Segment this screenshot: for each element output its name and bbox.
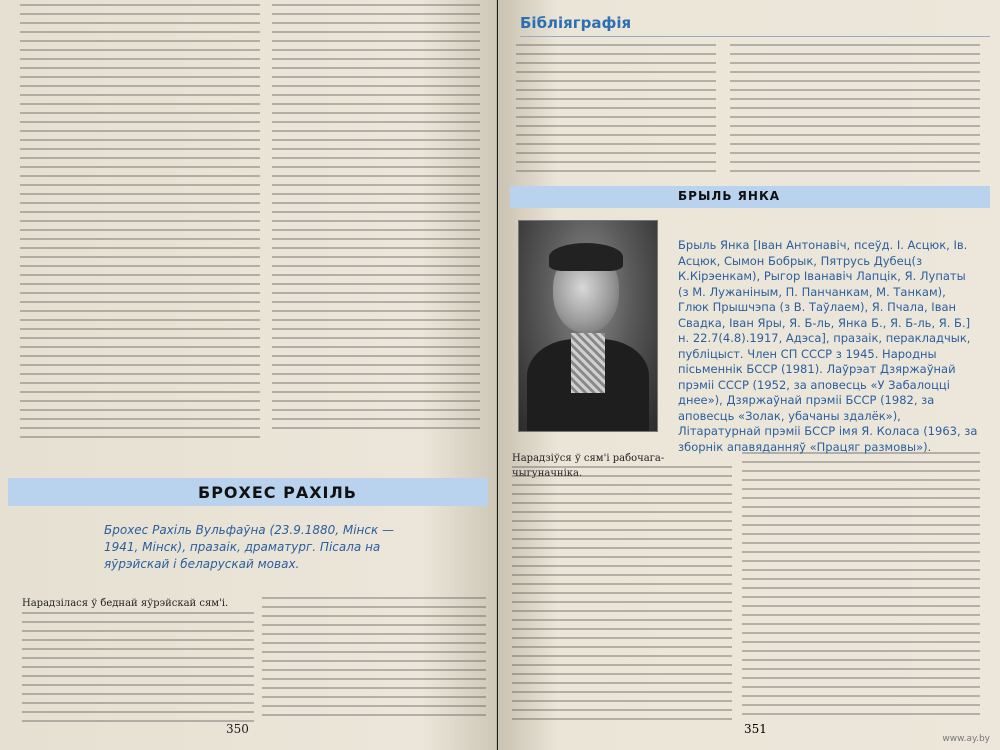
watermark: www.ay.by bbox=[942, 734, 990, 744]
bibliography-text-block bbox=[730, 44, 980, 174]
left-page bbox=[0, 0, 497, 750]
body-first-line: Нарадзілася ў беднай яўрэйскай сям'і. bbox=[22, 598, 229, 609]
header-section-title: Бібліяграфія bbox=[520, 14, 632, 32]
body-first-line: Нарадзіўся ў сям'і рабочага-чыгуначніка. bbox=[512, 453, 665, 479]
bibliography-text-block bbox=[272, 4, 480, 434]
body-text-block bbox=[512, 466, 732, 722]
bibliography-text-block bbox=[516, 44, 716, 174]
bibliography-text-block bbox=[20, 4, 260, 444]
section-banner bbox=[8, 478, 488, 506]
page-number: 350 bbox=[226, 722, 249, 736]
body-text-block bbox=[742, 452, 980, 722]
author-bio: Брыль Янка [Іван Антонавіч, псеўд. І. Асцюк, Ів. Асцюк, Сымон Бобрык, Пятрусь Дубец(з К.Кірэенкам), Рыгор Іванавіч Лапцік, Я. Лупаты (з М. Лужаніным, П. Панчанкам, М. Танкам), Глюк Прышчэпа (з В. Таўлаем), Я. Пчала, Іван Свадка, Іван Яры, Я. Б-ль, Янка Б., Я. Б-ль, Я. Б.] н. 22.7(4.8).1917, Адэса], празаік, перакладчык, публіцыст. Член СП СССР з 1945. Народны пісьменнік БССР (1981). Лаўрэат Дзяржаўнай прэміі СССР (1952, за аповесць «У Забалоцці днее»), Дзяржаўнай прэміі БССР (1982, за аповесць «Золак, убачаны здалёк»), Літаратурнай прэміі БССР імя Я. Коласа (1963, за зборнік апавяданняў «Працяг размовы»). bbox=[678, 238, 978, 454]
section-banner bbox=[510, 186, 990, 208]
body-text-block bbox=[262, 597, 486, 722]
author-bio: Брохес Рахіль Вульфаўна (23.9.1880, Мінск — 1941, Мінск), празаік, драматург. Пісала на яўрэйскай і беларускай мовах. bbox=[104, 523, 395, 571]
section-title: БРОХЕС РАХІЛЬ bbox=[198, 483, 357, 502]
author-photo bbox=[518, 220, 658, 432]
body-text-block bbox=[22, 612, 254, 722]
section-title: БРЫЛЬ ЯНКА bbox=[678, 189, 781, 203]
page-number: 351 bbox=[744, 722, 767, 736]
